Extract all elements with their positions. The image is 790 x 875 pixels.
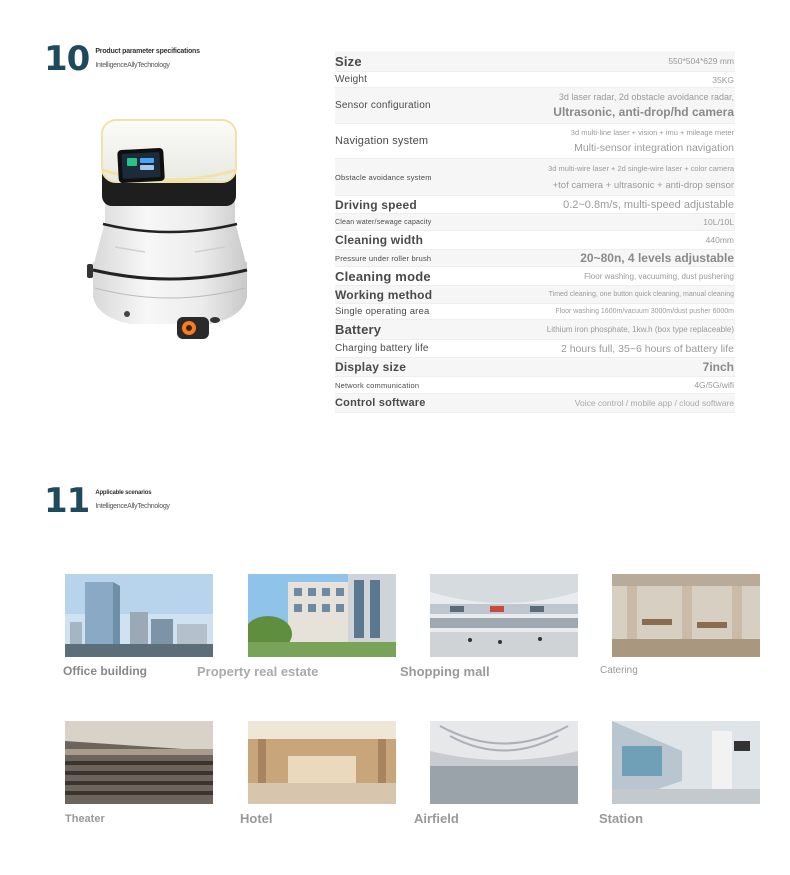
spec-row bbox=[335, 159, 735, 196]
spec-row bbox=[335, 377, 735, 394]
scene-hotel bbox=[248, 721, 396, 804]
spec-row bbox=[335, 88, 735, 124]
spec-value: 3d multi-wire laser + 2d single-wire laser + color camera bbox=[548, 163, 734, 173]
spec-label: Single operating area bbox=[335, 306, 430, 317]
spec-value: Timed cleaning, one button quick cleaning, manual cleaning bbox=[548, 291, 734, 298]
spec-label: Battery bbox=[335, 322, 382, 337]
spec-row bbox=[335, 340, 735, 358]
spec-value: Floor washing, vacuuming, dust pushering bbox=[584, 271, 734, 281]
scene-station bbox=[612, 721, 760, 804]
airfield-photo bbox=[430, 721, 578, 804]
spec-value: Lithium iron phosphate, 1kw.h (box type replaceable) bbox=[546, 325, 734, 334]
spec-value: Floor washing 1600m/vacuum 3000m/dust pusher 6000m bbox=[555, 308, 734, 315]
spec-row bbox=[335, 358, 735, 377]
shopping-mall-photo bbox=[430, 574, 578, 657]
spec-value: 7inch bbox=[702, 360, 734, 374]
spec-label: Size bbox=[335, 53, 362, 69]
scene-caption: Station bbox=[599, 811, 644, 826]
scene-property-real-estate bbox=[248, 574, 396, 657]
section-subtitle: IntelligenceAllyTechnology bbox=[95, 62, 170, 69]
spec-row bbox=[335, 394, 735, 413]
spec-label: Obstacle avoidance system bbox=[335, 172, 432, 182]
spec-label: Weight bbox=[335, 74, 368, 85]
spec-row bbox=[335, 320, 735, 340]
spec-table bbox=[335, 51, 735, 413]
section-subtitle: IntelligenceAllyTechnology bbox=[95, 503, 170, 510]
scene-caption: Theater bbox=[65, 813, 105, 825]
scene-catering bbox=[612, 574, 760, 657]
theater-photo bbox=[65, 721, 213, 804]
spec-label: Charging battery life bbox=[335, 343, 429, 354]
hotel-photo bbox=[248, 721, 396, 804]
spec-value: 4G/5G/wifi bbox=[694, 380, 734, 390]
spec-value: 3d laser radar, 2d obstacle avoidance radar, bbox=[558, 92, 734, 102]
spec-value-group bbox=[571, 128, 735, 154]
spec-row bbox=[335, 72, 735, 88]
station-photo bbox=[612, 721, 760, 804]
scene-shopping-mall bbox=[430, 574, 578, 657]
spec-label: Pressure under roller brush bbox=[335, 253, 432, 263]
spec-label: Clean water/sewage capacity bbox=[335, 218, 432, 226]
scene-caption: Office building bbox=[63, 664, 147, 678]
section-title: Product parameter specifications bbox=[95, 48, 200, 55]
section-title: Applicable scenarios bbox=[95, 490, 152, 496]
spec-label: Sensor configuration bbox=[335, 100, 431, 111]
spec-value-group bbox=[553, 92, 735, 119]
spec-row bbox=[335, 214, 735, 231]
spec-label: Cleaning width bbox=[335, 233, 424, 247]
section-10-header bbox=[44, 39, 200, 79]
spec-value-group bbox=[548, 164, 735, 191]
scene-office-building bbox=[65, 574, 213, 657]
section-heading bbox=[95, 48, 199, 69]
spec-value-line2: +tof camera + ultrasonic + anti-drop sensor bbox=[552, 179, 734, 191]
scene-caption: Property real estate bbox=[197, 664, 319, 679]
spec-row bbox=[335, 51, 735, 72]
spec-label: Control software bbox=[335, 397, 426, 409]
section-heading bbox=[95, 490, 169, 510]
spec-label: Navigation system bbox=[335, 135, 429, 147]
robot-product-image bbox=[85, 112, 255, 344]
section-11-header bbox=[44, 481, 170, 521]
catering-photo bbox=[612, 574, 760, 657]
scene-airfield bbox=[430, 721, 578, 804]
spec-label: Network communication bbox=[335, 380, 420, 390]
spec-label: Display size bbox=[335, 360, 407, 374]
property-real-estate-photo bbox=[248, 574, 396, 657]
scene-caption: Catering bbox=[600, 665, 638, 676]
spec-row bbox=[335, 267, 735, 286]
scene-caption: Airfield bbox=[414, 811, 459, 826]
spec-value: 20~80n, 4 levels adjustable bbox=[580, 251, 734, 265]
spec-row bbox=[335, 286, 735, 304]
spec-value: 35KG bbox=[712, 74, 734, 85]
spec-value: 3d multi-line laser + vision + imu + mileage meter bbox=[570, 128, 734, 137]
spec-row bbox=[335, 304, 735, 320]
spec-value: 440mm bbox=[705, 235, 734, 245]
scene-caption: Shopping mall bbox=[400, 664, 490, 679]
spec-label: Cleaning mode bbox=[335, 268, 431, 284]
spec-value: 2 hours full, 35~6 hours of battery life bbox=[560, 342, 734, 355]
spec-value: Voice control / mobile app / cloud software bbox=[574, 398, 734, 408]
section-number: 11 bbox=[44, 481, 90, 521]
spec-row bbox=[335, 196, 735, 214]
spec-label: Driving speed bbox=[335, 197, 417, 212]
spec-value-line2: Multi-sensor integration navigation bbox=[574, 142, 734, 154]
spec-row bbox=[335, 250, 735, 267]
spec-value: 0.2~0.8m/s, multi-speed adjustable bbox=[563, 198, 734, 211]
spec-value: 550*504*629 mm bbox=[668, 56, 734, 66]
spec-row bbox=[335, 231, 735, 250]
scene-theater bbox=[65, 721, 213, 804]
office-building-photo bbox=[65, 574, 213, 657]
section-number: 10 bbox=[44, 39, 90, 79]
spec-value-line2: Ultrasonic, anti-drop/hd camera bbox=[553, 105, 734, 119]
scene-caption: Hotel bbox=[240, 811, 273, 826]
spec-value: 10L/10L bbox=[703, 217, 734, 227]
spec-row bbox=[335, 124, 735, 159]
spec-label: Working method bbox=[335, 287, 433, 302]
